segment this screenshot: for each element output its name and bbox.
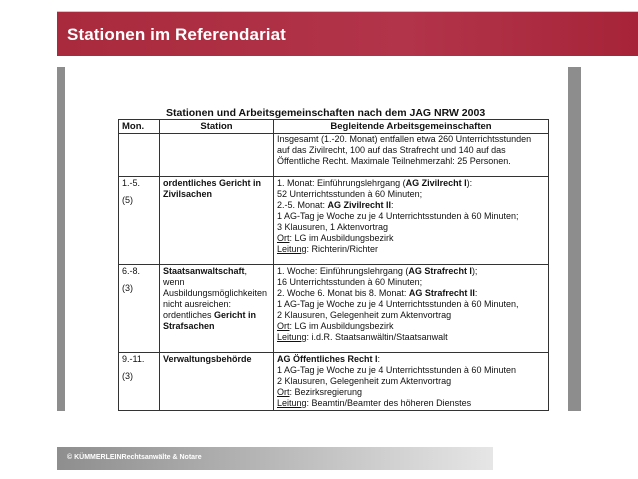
table-row <box>119 265 549 353</box>
stations-table <box>118 119 549 411</box>
document-page <box>65 67 568 411</box>
intro-line: Öffentliche Recht. Maximale Teilnehmerzahl: 25 Personen. <box>277 156 511 166</box>
month-cell: 1.-5. (5) <box>119 177 160 265</box>
intro-line: Insgesamt (1.-20. Monat) entfallen etwa 260 Unterrichtsstunden <box>277 134 532 144</box>
station-cell: Verwaltungsbehörde <box>160 353 274 411</box>
ag-cell: AG Öffentliches Recht I: 1 AG-Tag je Woche zu je 4 Unterrichtsstunden à 60 Minuten 2 Klausuren, Gelegenheit zum Aktenvortrag Ort: Bezirksregierung Leitung: Beamtin/Beamter des höheren Dienstes <box>274 353 549 411</box>
column-header-ag <box>274 120 549 134</box>
table-row <box>119 177 549 265</box>
column-header-mon: Mon. <box>119 120 160 134</box>
ag-cell: 1. Woche: Einführungslehrgang (AG Strafrecht I); 16 Unterrichtsstunden à 60 Minuten; 2. Woche 6. Monat bis 8. Monat: AG Strafrecht II: 1 AG-Tag je Woche zu je 4 Unterrichtsstunden à 60 Minuten, 2 Klausuren, Gelegenheit zum Aktenvortrag Ort: LG im Ausbildungsbezirk Leitung: i.d.R. Staatsanwältin/Staatsanwalt <box>274 265 549 353</box>
table-row <box>119 353 549 411</box>
intro-line: auf das Zivilrecht, 100 auf das Strafrecht und 140 auf das <box>277 145 506 155</box>
slide-footer-bar <box>57 447 493 470</box>
slide-title: Stationen im Referendariat <box>67 25 286 44</box>
slide-header-bar <box>57 11 638 56</box>
month-cell: 9.-11. (3) <box>119 353 160 411</box>
station-cell: ordentliches Gericht in Zivilsachen <box>160 177 274 265</box>
ag-cell: 1. Monat: Einführungslehrgang (AG Zivilrecht I): 52 Unterrichtsstunden à 60 Minuten; 2.-5. Monat: AG Zivilrecht II: 1 AG-Tag je Woche zu je 4 Unterrichtsstunden à 60 Minuten; 3 Klausuren, 1 Aktenvortrag Ort: LG im Ausbildungsbezirk Leitung: Richterin/Richter <box>274 177 549 265</box>
table-header-row <box>119 120 549 134</box>
intro-cell <box>274 134 549 177</box>
document-heading: Stationen und Arbeitsgemeinschaften nach dem JAG NRW 2003 <box>166 107 486 119</box>
table-intro-row <box>119 134 549 177</box>
month-cell: 6.-8. (3) <box>119 265 160 353</box>
column-header-ag-label: Begleitende Arbeitsgemeinschaften <box>330 121 492 132</box>
footer-copyright: © KÜMMERLEINRechtsanwälte & Notare <box>67 454 202 461</box>
column-header-station: Station <box>160 120 274 134</box>
station-cell: Staatsanwaltschaft, wenn Ausbildungsmöglichkeiten nicht ausreichen: ordentliches Gericht in Strafsachen <box>160 265 274 353</box>
